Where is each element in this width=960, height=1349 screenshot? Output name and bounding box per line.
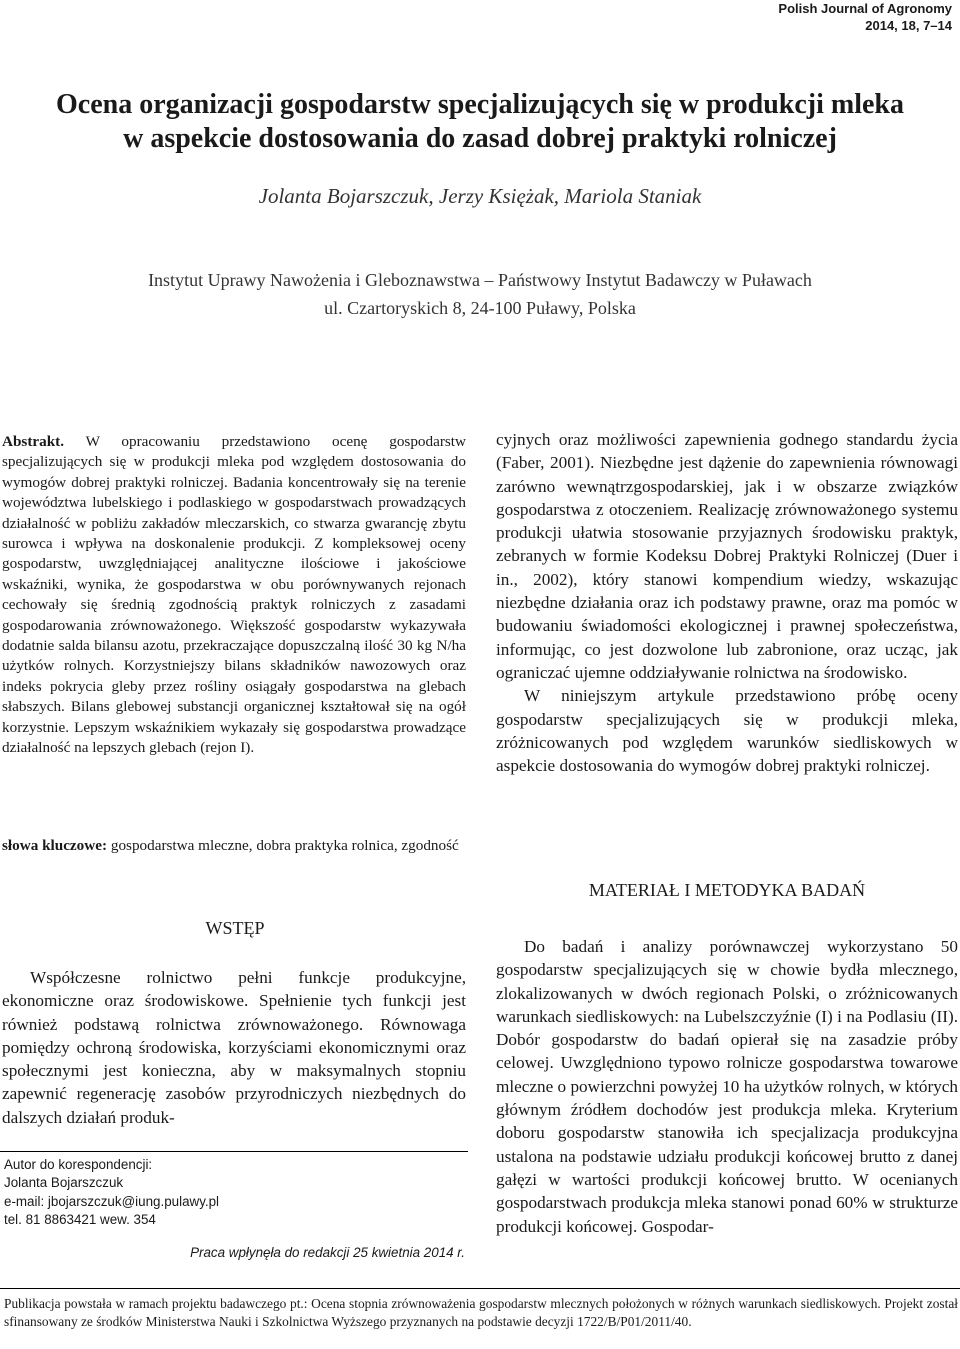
abstract-label: Abstrakt. — [2, 433, 65, 450]
abstract-text: W opracowaniu przedstawiono ocenę gospodarstw specjalizujących się w produkcji mleka pod względem dostosowania do wymogów dobrej praktyki rolniczej. Badania koncentrowały się na terenie województwa lubelskiego i podlaskiego w gospodarstwach prowadzących działalność w pobliżu zakładów mleczarskich, co stwarza gwarancję zbytu surowca i wpływa na doskonalenie produkcji. Z kompleksowej oceny gospodarstw, uwzględniającej analityczne ilościowe i jakościowe wskaźniki, wynika, że gospodarstwa w obu porównywanych rejonach cechowały się średnią zgodnością praktyk rolniczych z zasadami gospodarowania zrównoważonego. Większość gospodarstw wykazywała dodatnie salda bilansu azotu, przekraczające dopuszczalną ilość 30 kg N/ha użytków rolnych. Korzystniejszy bilans składników nawozowych oraz indeks pokrycia gleby przez rośliny osiągały gospodarstwa na glebach słabszych. Bilans glebowej substancji organicznej kształtował się na ogół korzystnie. Lepszym wskaźnikiem wykazały się gospodarstwa prowadzące działalność na lepszych glebach (rejon I). — [2, 433, 466, 757]
funding-note: Publikacja powstała w ramach projektu badawczego pt.: Ocena stopnia zrównoważenia gospodarstw mlecznych położonych w różnych warunkach siedliskowych. Projekt został sfinansowany ze środków Ministerstwa Nauki i Szkolnictwa Wyższego przyznanych na podstawie decyzji 1722/B/P01/2011/40. — [4, 1296, 958, 1329]
right-column-text — [496, 428, 958, 777]
title-line-2: w aspekcie dostosowania do zasad dobrej praktyki rolniczej — [123, 123, 837, 154]
abstract — [2, 432, 466, 759]
intro-body — [2, 966, 466, 1129]
keywords — [2, 836, 466, 856]
keywords-label: słowa kluczowe: — [2, 837, 108, 854]
journal-name: Polish Journal of Agronomy — [778, 1, 952, 16]
correspondence-heading: Autor do korespondencji: — [4, 1157, 153, 1172]
affiliation — [0, 266, 960, 322]
right-paragraph-1: cyjnych oraz możliwości zapewnienia godnego standardu życia (Faber, 2001). Niezbędne jest dążenie do zapewnienia równowagi zarówno wewnątrzgospodarskiej, jak i w obszarze związków gospodarstwa z otoczeniem. Realizację zrównoważonego systemu produkcji ułatwia stosowanie przyjaznych środowisku praktyk, zebranych w formie Kodeksu Dobrej Praktyki Rolniczej (Duer i in., 2002), który stanowi kompendium wiedzy, wskazując niezbędne działania oraz ich podstawy prawne, oraz ma pomóc w budowaniu świadomości ekologicznej i prawnej społeczeństwa, informując, co jest dozwolone lub zabronione, oraz ucząc, jak ograniczać ujemne oddziaływanie rolnictwa na środowisko. — [496, 430, 958, 682]
intro-heading: WSTĘP — [205, 918, 265, 938]
affiliation-line-2: ul. Czartoryskich 8, 24-100 Puławy, Polska — [324, 298, 636, 318]
footer-divider — [0, 1288, 960, 1289]
title-line-1: Ocena organizacji gospodarstw specjalizujących się w produkcji mleka — [56, 89, 904, 120]
right-paragraph-2: W niniejszym artykule przedstawiono próbę oceny gospodarstw specjalizujących się w produkcji mleka, zróżnicowanych pod względem warunków siedliskowych w aspekcie dostosowania do wymogów dobrej praktyki rolniczej. — [496, 686, 958, 776]
keywords-text: gospodarstwa mleczne, dobra praktyka rolnica, zgodność — [110, 837, 459, 854]
affiliation-line-1: Instytut Uprawy Nawożenia i Gleboznawstwa – Państwowy Instytut Badawczy w Puławach — [148, 270, 812, 290]
methods-heading: MATERIAŁ I METODYKA BADAŃ — [588, 880, 866, 900]
received-date: Praca wpłynęła do redakcji 25 kwietnia 2014 r. — [190, 1245, 465, 1260]
methods-paragraph: Do badań i analizy porównawczej wykorzystano 50 gospodarstw specjalizujących się w chowie bydła mlecznego, zlokalizowanych w dwóch regionach Polski, o zróżnicowanych warunkach siedliskowych: na Lubelszczyźnie (I) i na Podlasiu (II). Dobór gospodarstw do badań opierał się na zasadzie próby celowej. Uwzględniono typowo rolnicze gospodarstwa towarowe mleczne o powierzchni powyżej 10 ha użytków rolnych, w których głównym źródłem dochodów jest produkcja mleka. Kryterium doboru gospodarstw stanowiła ich specjalizacja produkcyjna ustalona na podstawie udziału produkcji końcowej brutto z danej gałęzi w wartości produkcji końcowej brutto. W ocenianych gospodarstwach produkcja mleka stanowi ponad 60% w strukturze produkcji końcowej. Gospodar- — [496, 937, 959, 1236]
correspondence-divider — [0, 1151, 468, 1152]
correspondence-email: e-mail: jbojarszczuk@iung.pulawy.pl — [4, 1193, 220, 1209]
authors: Jolanta Bojarszczuk, Jerzy Księżak, Mariola Staniak — [258, 184, 702, 208]
article-title — [0, 88, 960, 156]
journal-citation: 2014, 18, 7–14 — [865, 18, 952, 33]
methods-body — [496, 935, 958, 1238]
correspondence-block — [4, 1156, 219, 1230]
correspondence-name: Jolanta Bojarszczuk — [4, 1175, 124, 1191]
journal-header — [778, 0, 952, 34]
intro-paragraph: Współczesne rolnictwo pełni funkcje produkcyjne, ekonomiczne oraz środowiskowe. Spełnienie tych funkcji jest również podstawą rolnictwa zrównoważonego. Równowaga pomiędzy ochroną środowiska, korzyściami ekonomicznymi oraz społecznymi jest konieczna, aby w maksymalnych stopniu zapewnić regenerację zasobów przyrodniczych niezbędnych do dalszych działań produk- — [2, 968, 466, 1127]
correspondence-phone: tel. 81 8863421 wew. 354 — [4, 1212, 156, 1228]
